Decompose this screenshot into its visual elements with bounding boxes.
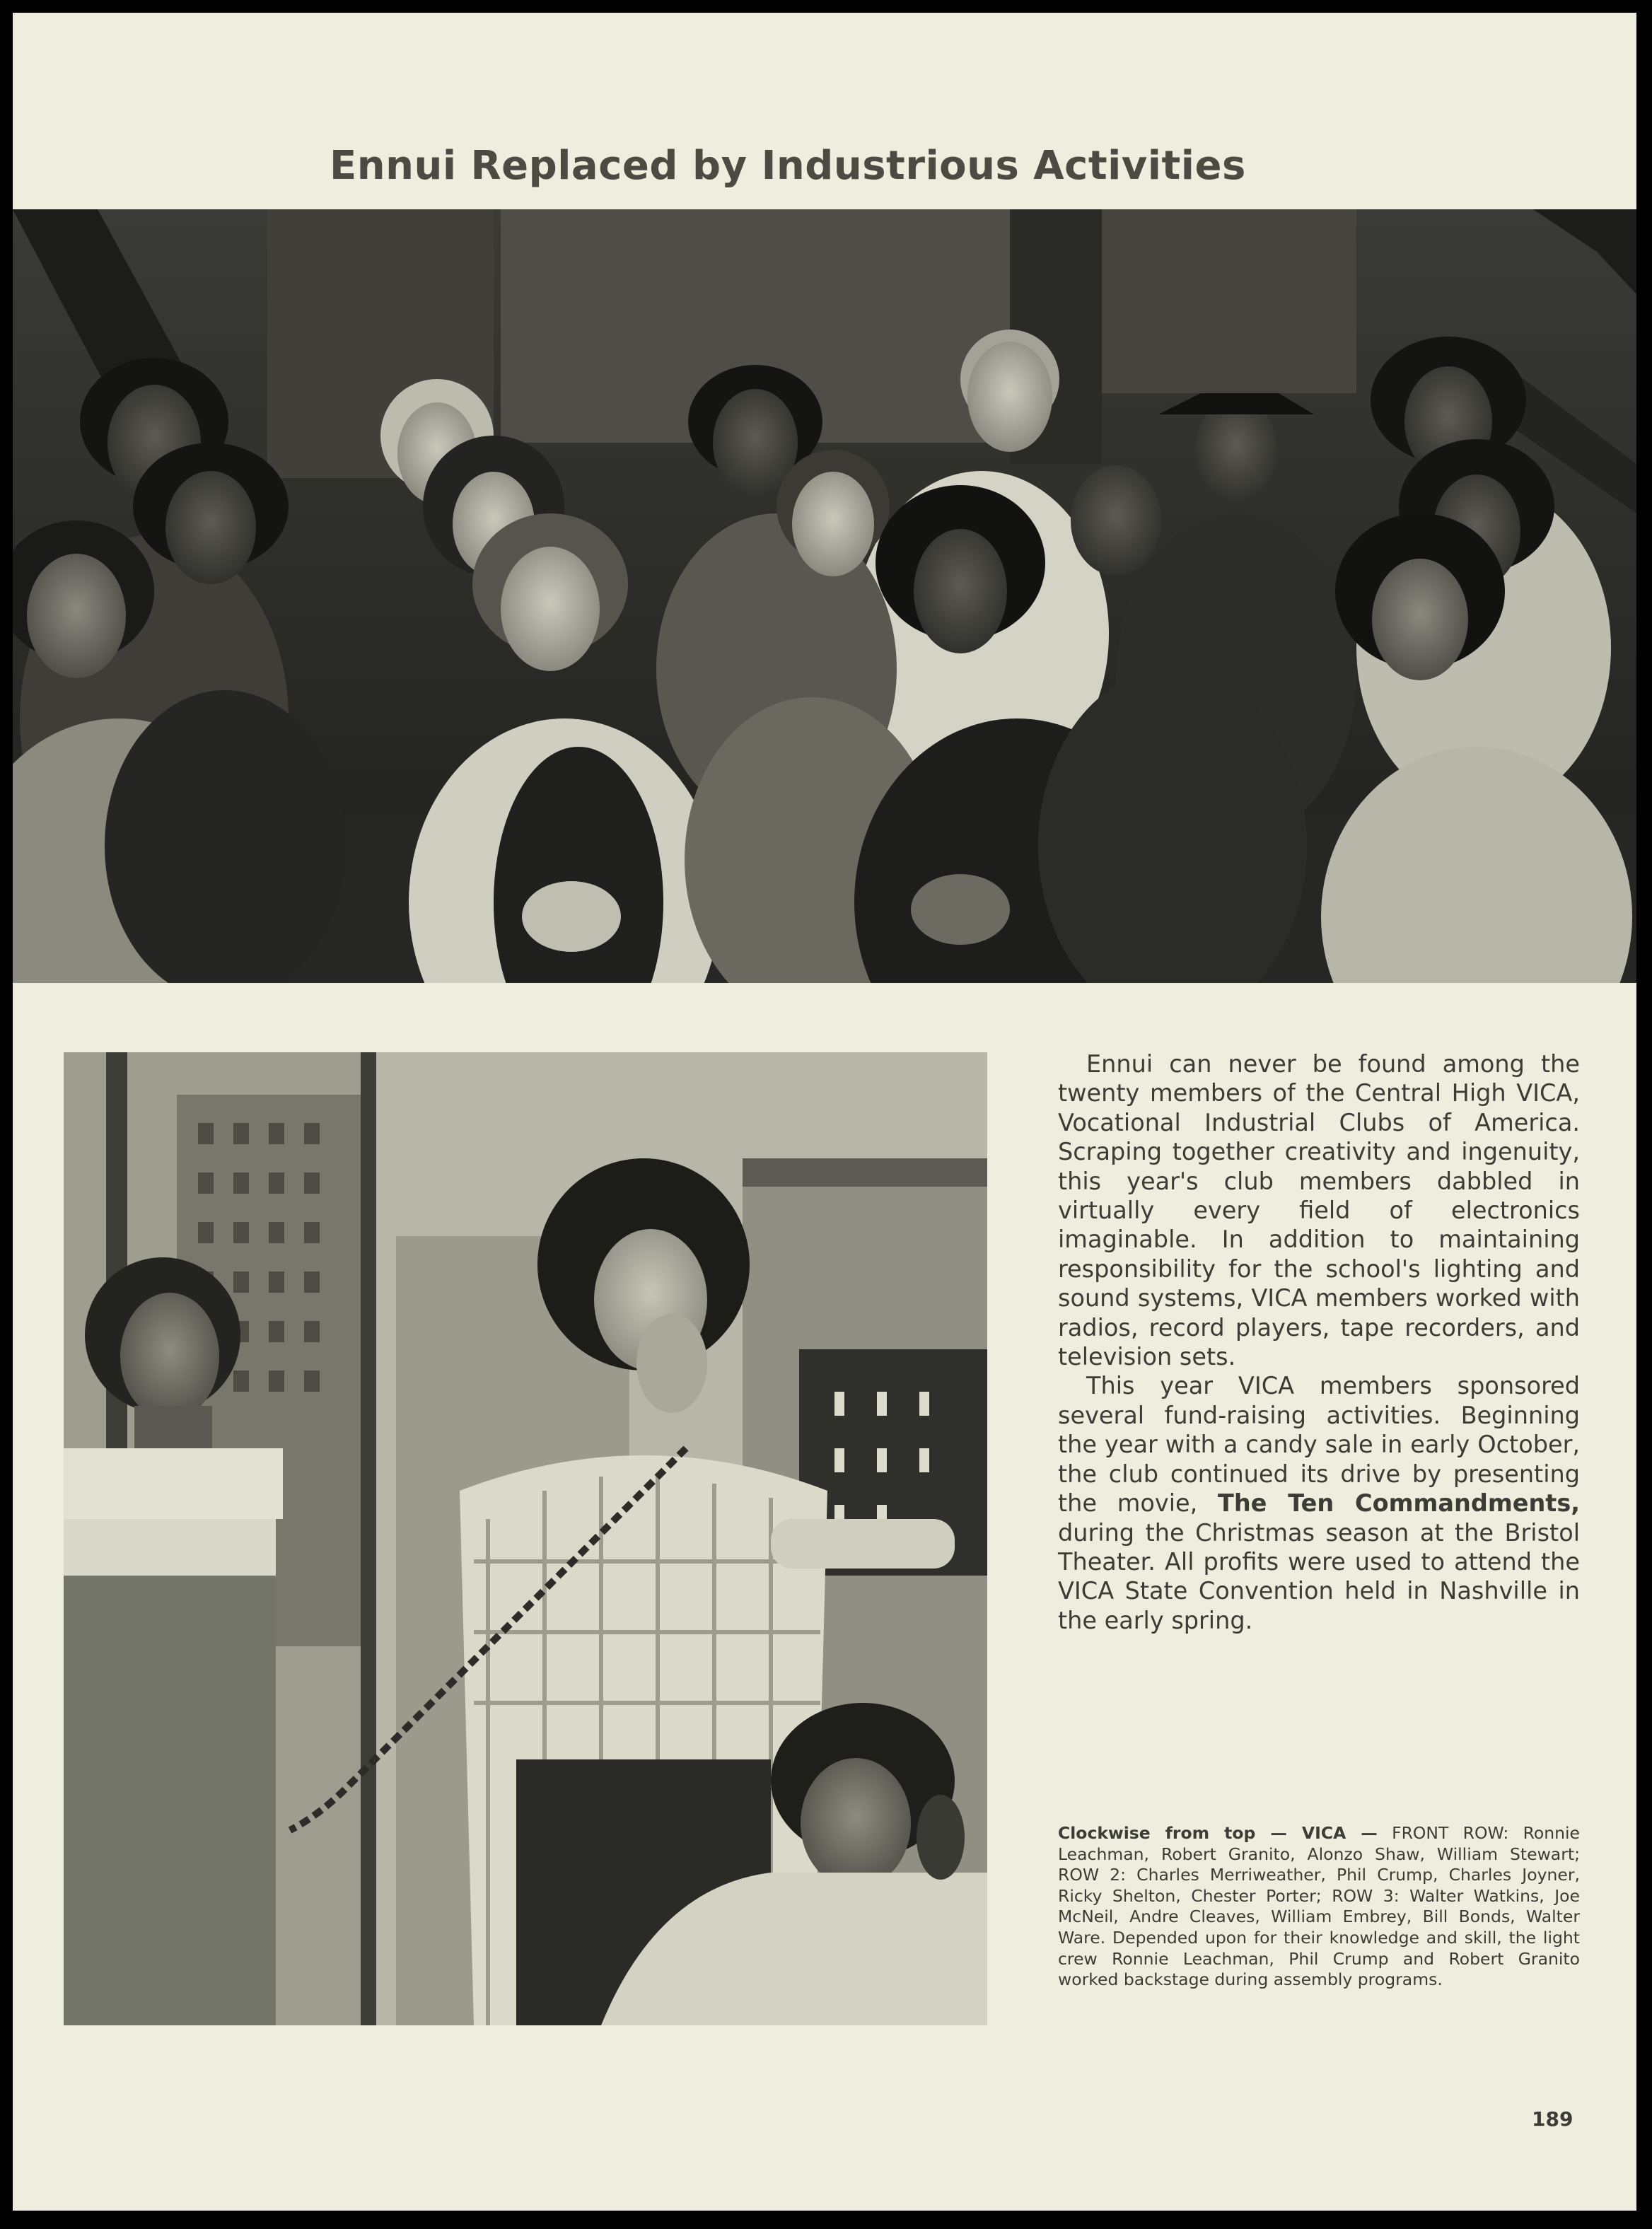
caption-text: FRONT ROW: Ronnie Leachman, Robert Granito, Alonzo Shaw, William Stewart; ROW 2: Charles Merriweather, Phil Crump, Charles Joyner, Ricky Shelton, Chester Porter; ROW 3: Walter Watkins, Joe McNeil, Andre Cleaves, William Embrey, Bill Bonds, Walter Ware. Depended upon for their knowledge and skill, the light crew Ronnie Leachman, Phil Crump and Robert Granito worked backstage during assembly programs. (1058, 1823, 1580, 1990)
page-number: 189 (1532, 2107, 1574, 2131)
vica-group-photo (13, 209, 1636, 983)
caption-lead: Clockwise from top — VICA — (1058, 1823, 1378, 1843)
yearbook-page (13, 13, 1636, 2211)
vica-group-photo-image (13, 209, 1636, 983)
light-crew-photo-image (64, 1052, 987, 2025)
movie-title: The Ten Commandments, (1218, 1489, 1580, 1518)
page-title: Ennui Replaced by Industrious Activities (330, 143, 1246, 189)
article-paragraph-2-start: This year VICA members sponsored several fund-raising activities. Beginning the year with a candy sale in early October, the club continued its drive by presenting the movie, (1058, 1372, 1580, 1518)
article-paragraph-1: Ennui can never be found among the twenty members of the Central High VICA, Vocational Industrial Clubs of America. Scraping together creativity and ingenuity, this year's club members dabbled in virtually every field of electronics imaginable. In addition to maintaining responsibility for the school's lighting and sound systems, VICA members worked with radios, record players, tape recorders, and television sets. (1058, 1050, 1580, 1371)
article-paragraph-2-end: during the Christmas season at the Bristol Theater. All profits were used to attend the VICA State Convention held in Nashville in the early spring. (1058, 1518, 1580, 1634)
article-body (1058, 1049, 1580, 1635)
light-crew-photo (64, 1052, 987, 2025)
article-paragraph-2 (1058, 1371, 1580, 1635)
photo-caption (1058, 1823, 1580, 1991)
